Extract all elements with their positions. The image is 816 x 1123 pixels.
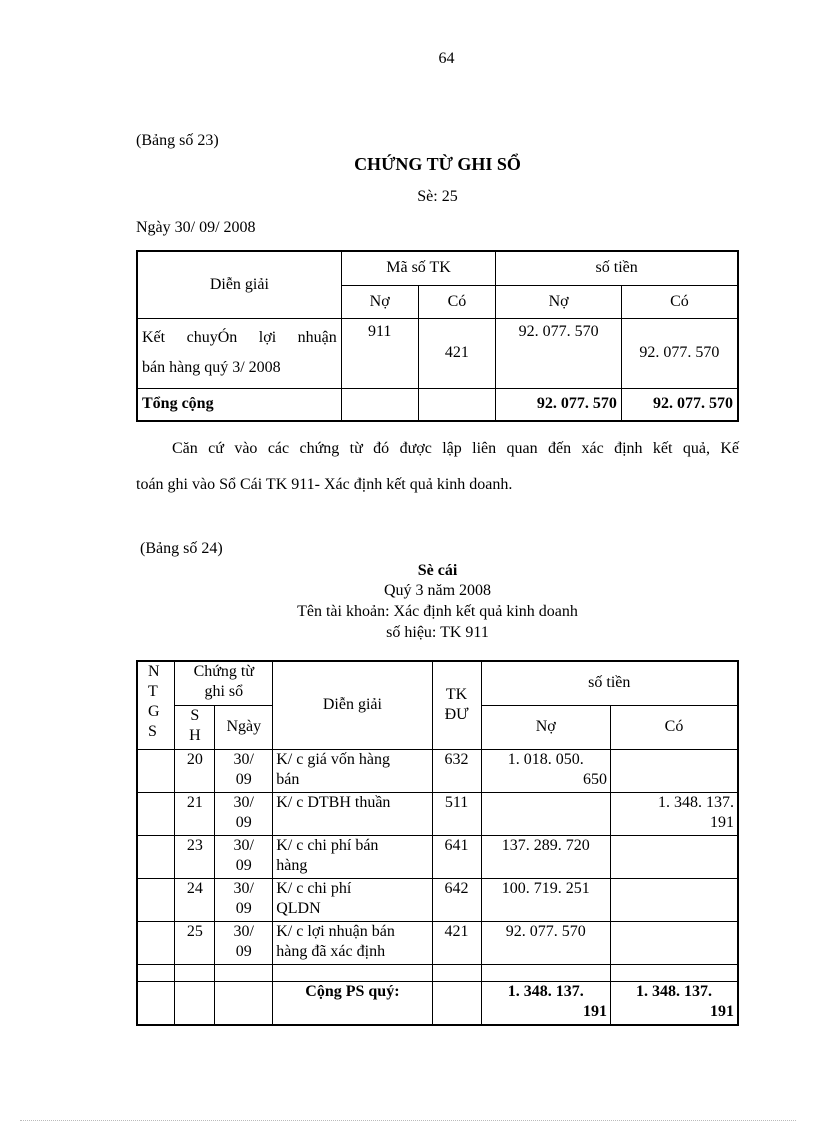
cell-no: [481, 792, 610, 835]
cell-ngay-line2: 09: [235, 899, 252, 917]
total-row: [137, 388, 738, 421]
header-dien-giai: Diễn giải: [273, 661, 432, 749]
cell-ntgs: [137, 921, 175, 964]
cell-desc-line1: K/ c chi phí bán: [276, 836, 379, 854]
cell-sh: 25: [175, 921, 215, 964]
cell-desc-line2: bán: [276, 770, 300, 788]
total-label: Cộng PS quý:: [273, 981, 432, 1025]
cell-no-line1: 92. 077. 570: [505, 922, 586, 940]
cell-desc-line2: QLDN: [276, 899, 321, 917]
paragraph-line2: toán ghi vào Sổ Cái TK 911- Xác định kết quả kinh doanh.: [136, 476, 513, 493]
table24-caption: (Bảng số 24): [140, 540, 223, 557]
table-row: [137, 835, 738, 878]
ntgs-s: S: [148, 723, 157, 740]
cell-co-line2: 191: [710, 813, 734, 831]
header-ngay: Ngày: [215, 705, 273, 749]
cell-ngay-line2: 09: [235, 942, 252, 960]
cell-no-line1: 1. 018. 050.: [507, 750, 584, 768]
empty-cell: [481, 964, 610, 981]
cell-ngay-line1: 30/: [233, 836, 254, 854]
header-sh-h: H: [189, 726, 201, 744]
header-sh: [175, 705, 215, 749]
table23: [136, 250, 739, 422]
header-chung-tu-line2: ghi sổ: [204, 683, 244, 700]
cell-tk: 642: [432, 878, 481, 921]
cell-ngay-line2: 09: [235, 770, 252, 788]
cell-no: [481, 878, 610, 921]
header-chung-tu: [175, 661, 273, 705]
row-amount-no: 92. 077. 570: [496, 318, 622, 388]
cell-ngay-line1: 30/: [233, 793, 254, 811]
empty-cell: [432, 964, 481, 981]
cell-sh: 21: [175, 792, 215, 835]
table24-account-no: số hiệu: TK 911: [386, 624, 489, 641]
header-co: Có: [610, 705, 738, 749]
header-chung-tu-line1: Chứng từ: [193, 663, 255, 680]
header-no: Nợ: [481, 705, 610, 749]
cell-co: [610, 792, 738, 835]
ntgs-g: G: [148, 703, 160, 720]
cell-ngay: [215, 749, 273, 792]
header-so-tien: số tiền: [496, 251, 738, 285]
cell-desc: [273, 921, 432, 964]
table23-number: Sè: 25: [417, 188, 458, 205]
row-description-line2: bán hàng quý 3/ 2008: [142, 358, 281, 376]
cell-desc: [273, 878, 432, 921]
cell-ngay-line2: 09: [235, 856, 252, 874]
cell-no-line1: 137. 289. 720: [501, 836, 590, 854]
cell-ngay-line1: 30/: [233, 922, 254, 940]
total-co-line1: 1. 348. 137.: [635, 982, 712, 1000]
empty-cell: [273, 964, 432, 981]
header-so-tien: số tiền: [481, 661, 738, 705]
cell-ntgs: [137, 749, 175, 792]
empty-cell: [137, 964, 175, 981]
cell-no: [481, 921, 610, 964]
table-row: [137, 921, 738, 964]
cell-desc: [273, 749, 432, 792]
cell-ngay-line2: 09: [235, 813, 252, 831]
empty-cell: [215, 964, 273, 981]
cell-ngay: [215, 835, 273, 878]
header-ntgs: [137, 661, 175, 749]
cell-no-line1: 100. 719. 251: [501, 879, 590, 897]
row-description-line1: Kết chuyÓn lợi nhuận: [142, 328, 337, 346]
page-bottom-divider: [20, 1120, 796, 1121]
total-no-line1: 1. 348. 137.: [507, 982, 584, 1000]
empty-cell: [610, 964, 738, 981]
total-co-line2: 191: [710, 1002, 734, 1020]
cell-desc-line2: hàng đã xác định: [276, 942, 386, 960]
cell-desc: [273, 835, 432, 878]
cell-tk: 421: [432, 921, 481, 964]
empty-cell: [432, 981, 481, 1025]
table24-subtitle: Quý 3 năm 2008: [383, 582, 492, 599]
row-description: [137, 318, 341, 388]
empty-row: [137, 964, 738, 981]
cell-ngay: [215, 792, 273, 835]
ntgs-n: N: [148, 663, 160, 680]
total-row: [137, 981, 738, 1025]
cell-sh: 23: [175, 835, 215, 878]
cell-ngay-line1: 30/: [233, 879, 254, 897]
table24-title: Sè cái: [417, 562, 458, 579]
cell-ntgs: [137, 878, 175, 921]
header-tien-no: Nợ: [496, 285, 622, 318]
page-number: 64: [438, 50, 455, 67]
table23-title: CHỨNG TỪ GHI SỔ: [354, 154, 521, 174]
table23-caption: (Bảng số 23): [136, 132, 219, 149]
cell-sh: 20: [175, 749, 215, 792]
cell-no: [481, 749, 610, 792]
cell-desc-line1: K/ c giá vốn hàng: [276, 750, 390, 768]
table-row: [137, 792, 738, 835]
header-tk-du-line2: ĐƯ: [444, 706, 469, 724]
cell-tk: 641: [432, 835, 481, 878]
table-row: [137, 749, 738, 792]
cell-no: [481, 835, 610, 878]
row-tk-no: 911: [341, 318, 418, 388]
empty-cell: [175, 981, 215, 1025]
empty-cell: [215, 981, 273, 1025]
total-co: [610, 981, 738, 1025]
total-co: 92. 077. 570: [621, 388, 738, 421]
row-amount-co: 92. 077. 570: [621, 318, 738, 388]
header-tien-co: Có: [621, 285, 738, 318]
total-no: 92. 077. 570: [496, 388, 622, 421]
cell-co: [610, 921, 738, 964]
cell-co: [610, 835, 738, 878]
table24: [136, 660, 739, 1026]
header-tk-no: Nợ: [341, 285, 418, 318]
header-dien-giai: Diễn giải: [137, 251, 341, 318]
header-tk-du-line1: TK: [445, 686, 468, 704]
cell-co: [610, 749, 738, 792]
header-sh-s: S: [190, 706, 200, 724]
cell-co: [610, 878, 738, 921]
empty-cell: [137, 981, 175, 1025]
cell-desc-line1: K/ c lợi nhuận bán: [276, 922, 395, 940]
paragraph-line1: Căn cứ vào các chứng từ đó được lập liên quan đến xác định kết quả, Kế: [172, 440, 739, 457]
table-row: [137, 318, 738, 388]
ntgs-t: T: [148, 683, 158, 700]
empty-cell: [175, 964, 215, 981]
total-label: Tổng cộng: [137, 388, 341, 421]
cell-tk: 511: [432, 792, 481, 835]
cell-ntgs: [137, 835, 175, 878]
total-empty-2: [418, 388, 496, 421]
cell-desc-line1: K/ c chi phí: [276, 879, 352, 897]
total-no-line2: 191: [582, 1002, 607, 1020]
cell-ntgs: [137, 792, 175, 835]
cell-tk: 632: [432, 749, 481, 792]
cell-desc: [273, 792, 432, 835]
cell-desc-line2: hàng: [276, 856, 308, 874]
table23-date: Ngày 30/ 09/ 2008: [136, 219, 256, 236]
cell-ngay: [215, 921, 273, 964]
cell-co-line1: 1. 348. 137.: [658, 793, 734, 811]
row-tk-co: 421: [418, 318, 496, 388]
table-row: [137, 878, 738, 921]
header-ma-so-tk: Mã số TK: [341, 251, 496, 285]
header-tk-co: Có: [418, 285, 496, 318]
cell-desc-line1: K/ c DTBH thuần: [276, 793, 391, 811]
cell-ngay: [215, 878, 273, 921]
cell-sh: 24: [175, 878, 215, 921]
total-empty-1: [341, 388, 418, 421]
table24-account-name: Tên tài khoản: Xác định kết quả kinh doanh: [297, 603, 578, 620]
cell-ngay-line1: 30/: [233, 750, 254, 768]
cell-no-line2: 650: [582, 770, 607, 788]
header-tk-du: [432, 661, 481, 749]
total-no: [481, 981, 610, 1025]
